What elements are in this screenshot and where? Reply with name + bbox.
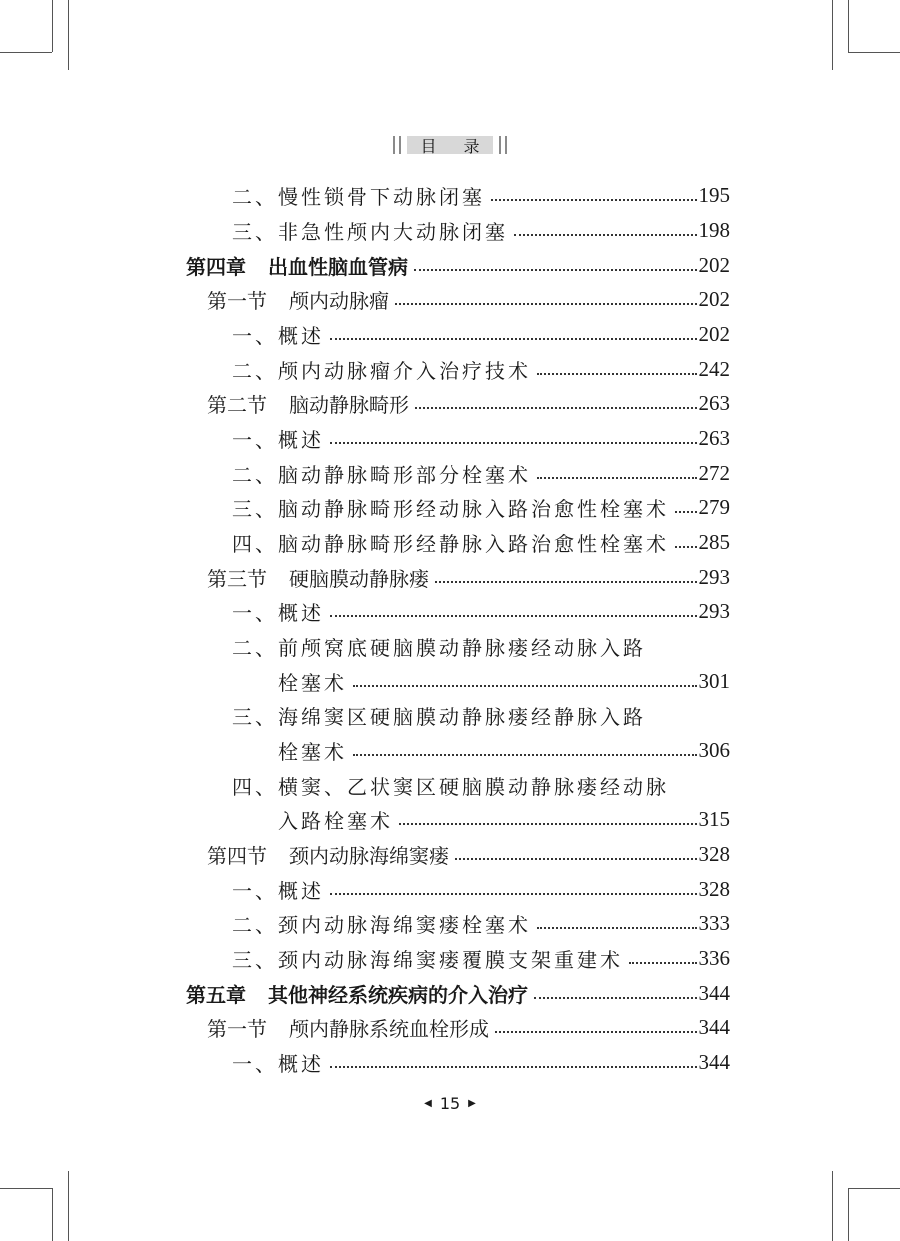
toc-entry[interactable]: [232, 213, 730, 247]
entry-marker: 三、: [232, 219, 278, 244]
leader-dots: [455, 858, 697, 860]
chapter-marker: 第四章: [186, 254, 246, 279]
chapter-marker: 第五章: [186, 982, 246, 1007]
leader-dots: [534, 997, 697, 999]
toc-section[interactable]: [207, 560, 730, 594]
entry-title: 慢性锁骨下动脉闭塞: [278, 184, 485, 209]
toc-section[interactable]: [207, 282, 730, 316]
toc-entry[interactable]: [232, 352, 730, 386]
crop-mark: [0, 1188, 52, 1189]
crop-mark: [0, 52, 52, 53]
entry-title: 脑动静脉畸形经动脉入路治愈性栓塞术: [278, 496, 669, 521]
toc-entry[interactable]: [232, 629, 646, 663]
leader-dots: [675, 546, 697, 548]
section-title: 颈内动脉海绵窦瘘: [289, 843, 449, 868]
section-title: 颅内静脉系统血栓形成: [289, 1016, 489, 1041]
page-footer: [0, 1094, 900, 1113]
leader-dots: [435, 581, 697, 583]
toc-entry[interactable]: [232, 490, 730, 524]
entry-title: 脑动静脉畸形经静脉入路治愈性栓塞术: [278, 531, 669, 556]
crop-mark: [832, 0, 833, 70]
header-char-left: 目: [420, 136, 437, 156]
entry-marker: 一、: [232, 427, 278, 452]
entry-page: 306: [698, 737, 730, 762]
entry-title: 横窦、乙状窦区硬脑膜动静脉瘘经动脉: [278, 774, 669, 799]
crop-mark: [832, 1171, 833, 1241]
entry-page: 344: [698, 980, 730, 1005]
toc-entry-continuation[interactable]: [278, 733, 730, 767]
leader-dots: [675, 511, 697, 513]
toc-entry[interactable]: [232, 768, 669, 802]
entry-title: 概述: [278, 1051, 324, 1076]
running-header: [0, 134, 900, 156]
toc-entry[interactable]: [232, 941, 730, 975]
entry-page: 202: [698, 286, 730, 311]
entry-title: 前颅窝底硬脑膜动静脉瘘经动脉入路: [278, 635, 646, 660]
toc-entry-continuation[interactable]: [278, 802, 730, 836]
leader-dots: [399, 823, 697, 825]
leader-dots: [330, 442, 697, 444]
entry-title: 概述: [278, 323, 324, 348]
entry-page: 344: [698, 1014, 730, 1039]
leader-dots: [353, 754, 697, 756]
entry-marker: 四、: [232, 774, 278, 799]
entry-marker: 三、: [232, 947, 278, 972]
section-title: 脑动静脉畸形: [289, 392, 409, 417]
entry-title: 概述: [278, 878, 324, 903]
section-title: 硬脑膜动静脉瘘: [289, 566, 429, 591]
crop-mark: [848, 0, 849, 52]
leader-dots: [629, 962, 697, 964]
toc-entry[interactable]: [232, 421, 730, 455]
entry-page: 279: [698, 494, 730, 519]
entry-page: 263: [698, 425, 730, 450]
leader-dots: [330, 1066, 697, 1068]
leader-dots: [537, 477, 697, 479]
entry-title: 概述: [278, 427, 324, 452]
entry-page: 202: [698, 252, 730, 277]
toc-entry[interactable]: [232, 1045, 730, 1079]
toc-entry[interactable]: [232, 872, 730, 906]
section-title: 颅内动脉瘤: [289, 288, 389, 313]
triangle-right-icon: ▶: [468, 1098, 476, 1109]
entry-page: 263: [698, 390, 730, 415]
header-rule: [399, 136, 401, 154]
entry-title: 脑动静脉畸形部分栓塞术: [278, 462, 531, 487]
section-marker: 第一节: [207, 1016, 267, 1041]
entry-page: 272: [698, 460, 730, 485]
entry-marker: 四、: [232, 531, 278, 556]
entry-marker: 一、: [232, 600, 278, 625]
toc-entry[interactable]: [232, 594, 730, 628]
entry-page: 242: [698, 356, 730, 381]
section-marker: 第三节: [207, 566, 267, 591]
entry-title: 海绵窦区硬脑膜动静脉瘘经静脉入路: [278, 704, 646, 729]
entry-page: 328: [698, 841, 730, 866]
crop-mark: [848, 1188, 900, 1189]
leader-dots: [330, 338, 697, 340]
leader-dots: [330, 615, 697, 617]
toc-entry[interactable]: [232, 317, 730, 351]
leader-dots: [537, 927, 697, 929]
entry-title-continued: 栓塞术: [278, 739, 347, 764]
leader-dots: [353, 685, 697, 687]
entry-marker: 一、: [232, 878, 278, 903]
entry-marker: 二、: [232, 358, 278, 383]
header-title: [407, 136, 493, 154]
chapter-title: 其他神经系统疾病的介入治疗: [268, 982, 528, 1007]
leader-dots: [330, 893, 697, 895]
entry-page: 315: [698, 806, 730, 831]
header-rule: [505, 136, 507, 154]
toc-section[interactable]: [207, 386, 730, 420]
entry-page: 301: [698, 668, 730, 693]
header-rule: [393, 136, 395, 154]
leader-dots: [495, 1031, 697, 1033]
entry-page: 328: [698, 876, 730, 901]
entry-page: 285: [698, 529, 730, 554]
entry-page: 293: [698, 564, 730, 589]
toc-entry[interactable]: [232, 178, 730, 212]
leader-dots: [414, 269, 697, 271]
leader-dots: [491, 199, 697, 201]
entry-marker: 三、: [232, 496, 278, 521]
entry-marker: 一、: [232, 1051, 278, 1076]
entry-page: 202: [698, 321, 730, 346]
toc-entry[interactable]: [232, 906, 730, 940]
toc-entry[interactable]: [232, 456, 730, 490]
toc-section[interactable]: [207, 837, 730, 871]
entry-page: 293: [698, 598, 730, 623]
entry-marker: 三、: [232, 704, 278, 729]
entry-marker: 二、: [232, 184, 278, 209]
toc-chapter[interactable]: [186, 248, 730, 282]
entry-marker: 一、: [232, 323, 278, 348]
entry-page: 333: [698, 910, 730, 935]
toc-entry[interactable]: [232, 698, 646, 732]
entry-marker: 二、: [232, 912, 278, 937]
header-char-right: 录: [463, 136, 480, 156]
toc-entry-continuation[interactable]: [278, 664, 730, 698]
entry-title: 概述: [278, 600, 324, 625]
header-rule: [499, 136, 501, 154]
leader-dots: [537, 373, 697, 375]
entry-page: 336: [698, 945, 730, 970]
section-marker: 第四节: [207, 843, 267, 868]
crop-mark: [68, 0, 69, 70]
crop-mark: [68, 1171, 69, 1241]
entry-title-continued: 入路栓塞术: [278, 808, 393, 833]
section-marker: 第一节: [207, 288, 267, 313]
leader-dots: [395, 303, 697, 305]
entry-title: 颈内动脉海绵窦瘘覆膜支架重建术: [278, 947, 623, 972]
crop-mark: [52, 1188, 53, 1241]
toc-entry[interactable]: [232, 525, 730, 559]
entry-title: 非急性颅内大动脉闭塞: [278, 219, 508, 244]
crop-mark: [848, 1188, 849, 1241]
leader-dots: [415, 407, 697, 409]
entry-page: 195: [698, 182, 730, 207]
crop-mark: [848, 52, 900, 53]
toc-chapter[interactable]: [186, 976, 730, 1010]
crop-mark: [52, 0, 53, 52]
entry-page: 344: [698, 1049, 730, 1074]
section-marker: 第二节: [207, 392, 267, 417]
entry-marker: 二、: [232, 462, 278, 487]
entry-title-continued: 栓塞术: [278, 670, 347, 695]
chapter-title: 出血性脑血管病: [268, 254, 408, 279]
entry-title: 颅内动脉瘤介入治疗技术: [278, 358, 531, 383]
entry-title: 颈内动脉海绵窦瘘栓塞术: [278, 912, 531, 937]
toc-section[interactable]: [207, 1010, 730, 1044]
entry-marker: 二、: [232, 635, 278, 660]
page-number: 15: [439, 1094, 461, 1113]
entry-page: 198: [698, 217, 730, 242]
triangle-left-icon: ◀: [424, 1098, 432, 1109]
leader-dots: [514, 234, 697, 236]
